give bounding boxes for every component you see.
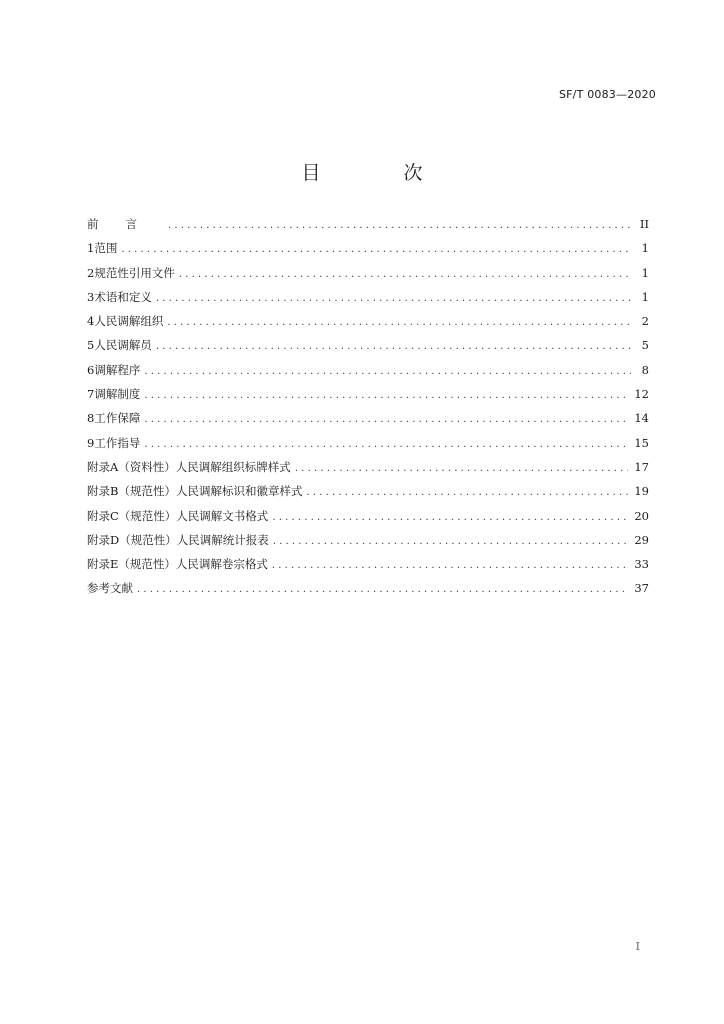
toc-entry-number: 7 [87, 387, 95, 402]
table-of-contents [87, 216, 649, 605]
toc-entry-page: II [639, 217, 649, 231]
toc-dot-leader [144, 390, 628, 401]
page-title: 目 次 [301, 162, 455, 184]
toc-entry-scope[interactable] [87, 240, 649, 264]
toc-entry-number: 6 [87, 362, 95, 377]
toc-dot-leader [306, 487, 628, 498]
toc-entry-page: 15 [634, 435, 649, 450]
toc-entry-label: 调解制度 [94, 387, 141, 402]
toc-entry-page: 19 [634, 484, 649, 499]
toc-entry-label: 附录B（规范性）人民调解标识和徽章样式 [87, 484, 303, 499]
toc-entry-page: 2 [641, 314, 649, 329]
toc-entry-number: 8 [87, 411, 95, 426]
toc-entry-label: 规范性引用文件 [94, 265, 175, 280]
toc-dot-leader [156, 341, 631, 352]
toc-entry-appendix-e[interactable] [87, 556, 649, 580]
toc-dot-leader [144, 366, 631, 377]
toc-entry-label: 参考文献 [87, 581, 133, 596]
toc-entry-number: 5 [87, 338, 95, 353]
toc-entry-foreword[interactable] [87, 216, 649, 240]
toc-entry-number: 2 [87, 265, 95, 280]
toc-entry-appendix-c[interactable] [87, 508, 649, 532]
toc-entry-page: 17 [634, 459, 649, 474]
toc-entry-label: 工作保障 [94, 411, 141, 426]
toc-entry-label: 工作指导 [94, 435, 141, 450]
toc-entry-page: 29 [634, 532, 649, 547]
toc-dot-leader [144, 414, 628, 425]
toc-entry-normative-references[interactable] [87, 265, 649, 289]
toc-entry-guidance[interactable] [87, 435, 649, 459]
toc-entry-label: 人民调解组织 [94, 314, 164, 329]
toc-entry-number: 4 [87, 314, 95, 329]
toc-entry-appendix-b[interactable] [87, 483, 649, 507]
toc-entry-label: 附录D（规范性）人民调解统计报表 [87, 532, 269, 547]
toc-dot-leader [121, 244, 631, 255]
toc-entry-procedure[interactable] [87, 362, 649, 386]
toc-entry-page: 1 [641, 289, 649, 304]
toc-entry-page: 5 [641, 338, 649, 353]
toc-entry-label: 调解程序 [94, 362, 141, 377]
toc-dot-leader [272, 560, 628, 571]
toc-entry-label: 术语和定义 [94, 289, 152, 304]
toc-entry-number: 9 [87, 435, 95, 450]
toc-entry-label: 附录E（规范性）人民调解卷宗格式 [87, 557, 268, 572]
toc-entry-label: 范围 [94, 241, 118, 256]
toc-entry-system[interactable] [87, 386, 649, 410]
toc-dot-leader [168, 220, 631, 231]
toc-dot-leader [295, 463, 629, 474]
toc-entry-terms[interactable] [87, 289, 649, 313]
toc-dot-leader [273, 536, 629, 547]
toc-entry-bibliography[interactable] [87, 580, 649, 604]
toc-entry-label: 人民调解员 [94, 338, 152, 353]
toc-dot-leader [144, 439, 628, 450]
toc-entry-page: 37 [634, 581, 649, 596]
toc-entry-page: 12 [634, 387, 649, 402]
toc-dot-leader [156, 293, 631, 304]
toc-entry-number: 3 [87, 289, 95, 304]
toc-dot-leader [179, 269, 631, 280]
toc-dot-leader [137, 584, 628, 595]
toc-entry-page: 1 [641, 241, 649, 256]
toc-entry-label: 附录A（资料性）人民调解组织标牌样式 [87, 459, 291, 474]
toc-entry-appendix-d[interactable] [87, 532, 649, 556]
standard-code: SF/T 0083—2020 [558, 88, 656, 101]
toc-entry-page: 33 [634, 557, 649, 572]
toc-entry-page: 14 [634, 411, 649, 426]
toc-entry-page: 1 [641, 265, 649, 280]
toc-entry-label: 前言 [87, 217, 164, 231]
page-number: I [635, 940, 640, 953]
toc-entry-page: 8 [641, 362, 649, 377]
toc-entry-number: 1 [87, 241, 95, 256]
toc-entry-appendix-a[interactable] [87, 459, 649, 483]
toc-dot-leader [272, 512, 628, 523]
toc-entry-page: 20 [634, 508, 649, 523]
toc-entry-mediators[interactable] [87, 337, 649, 361]
toc-dot-leader [167, 317, 631, 328]
toc-entry-mediation-organization[interactable] [87, 313, 649, 337]
toc-entry-label: 附录C（规范性）人民调解文书格式 [87, 508, 269, 523]
toc-entry-guarantee[interactable] [87, 410, 649, 434]
